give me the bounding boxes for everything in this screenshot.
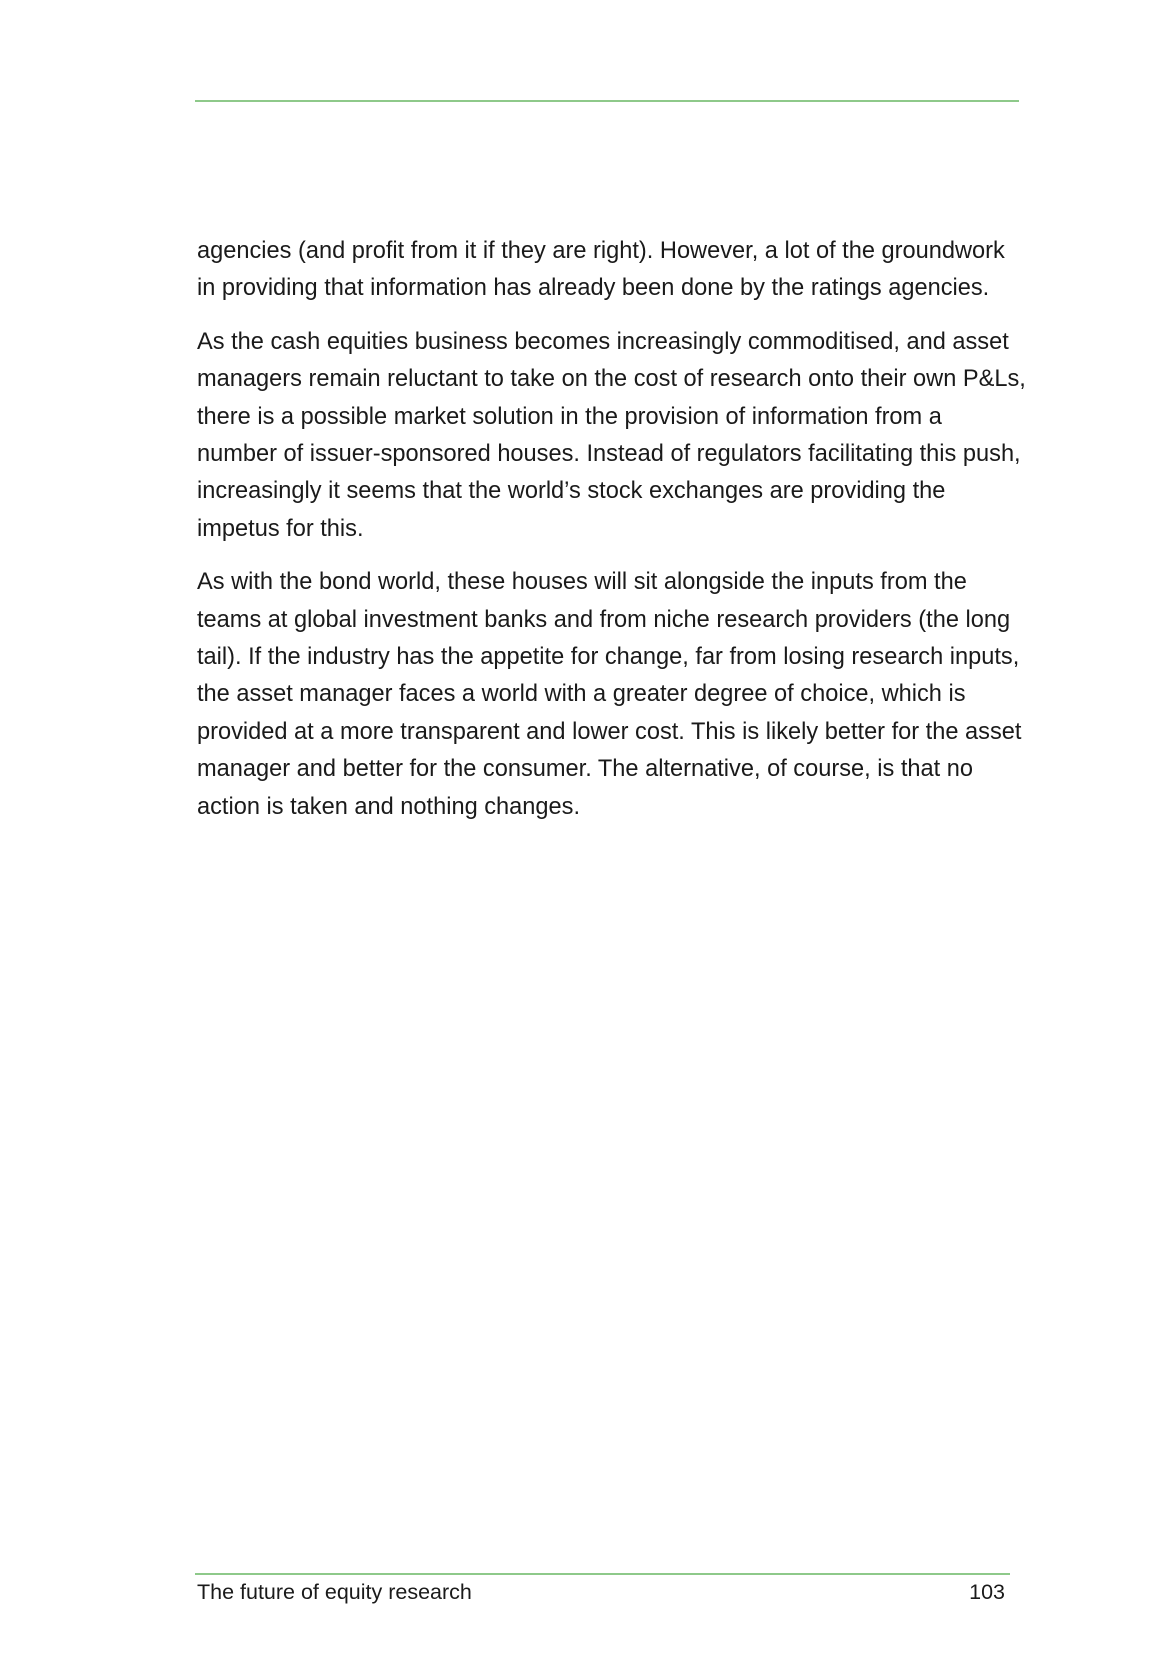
- paragraph: As the cash equities business becomes increasingly commoditised, and asset managers remain reluctant to take on the cost of research onto their own P&Ls, there is a possible market solution in the provision of information from a number of issuer-sponsored houses. Instead of regulators facilitating this push, increasingly it seems that the world’s stock exchanges are providing the impetus for this.: [197, 328, 1026, 542]
- paragraph: agencies (and profit from it if they are right). However, a lot of the groundwork in providing that information has already been done by the ratings agencies.: [197, 238, 1005, 302]
- body-text: [197, 233, 1027, 842]
- footer-rule: [195, 1573, 1010, 1575]
- page-footer: [197, 1577, 1005, 1607]
- page-number: 103: [969, 1580, 1005, 1604]
- footer-title: The future of equity research: [197, 1580, 472, 1604]
- paragraph: As with the bond world, these houses will sit alongside the inputs from the teams at global investment banks and from niche research providers (the long tail). If the industry has the appetite for change, far from losing research inputs, the asset manager faces a world with a greater degree of choice, which is provided at a more transparent and lower cost. This is likely better for the asset manager and better for the consumer. The alternative, of course, is that no action is taken and nothing changes.: [197, 569, 1022, 820]
- header-rule: [195, 100, 1019, 102]
